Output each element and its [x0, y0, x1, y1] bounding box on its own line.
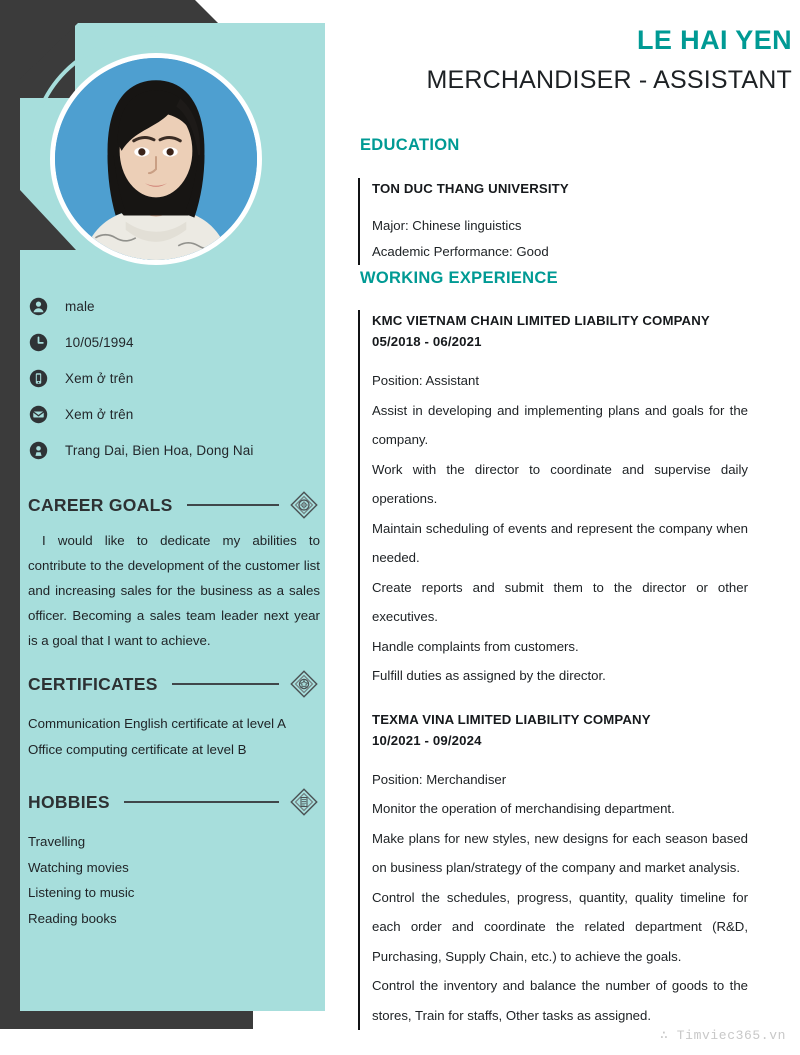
certificates-header — [28, 668, 320, 700]
person-icon — [28, 297, 48, 317]
job-line: Monitor the operation of merchandising department. — [372, 801, 675, 816]
job-line: Assist in developing and implementing plans and goals for the company. — [372, 402, 748, 447]
contact-row — [28, 364, 318, 393]
contact-value: Xem ở trên — [65, 370, 134, 386]
watermark: ∴ Timviec365.vn — [659, 1028, 786, 1043]
hobbies-section — [28, 786, 320, 931]
section-rule — [187, 504, 279, 506]
diamond-emblem-icon — [288, 668, 320, 700]
job-company: TEXMA VINA LIMITED LIABILITY COMPANY — [372, 711, 651, 727]
contact-row — [28, 292, 318, 321]
career-goals-title: CAREER GOALS — [28, 494, 173, 515]
job-block — [358, 310, 748, 1030]
job-period: 05/2018 - 06/2021 — [372, 334, 482, 349]
job-line: Control the inventory and balance the number of goods to the stores, Train for staffs, Other tasks as assigned. — [372, 978, 748, 1023]
career-goals-section — [28, 489, 320, 653]
contact-row — [28, 400, 318, 429]
hobby-item: Travelling — [28, 834, 86, 849]
career-goals-text — [28, 528, 320, 653]
diamond-emblem-icon — [288, 489, 320, 521]
page-title: LE HAI YEN — [636, 25, 792, 55]
job-line: Create reports and submit them to the director or other executives. — [372, 579, 748, 624]
hobby-item: Listening to music — [28, 885, 135, 900]
career-goals-body: I would like to dedicate my abilities to contribute to the development of the customer list and increasing sales for the business as a sales officer. Becoming a sales team leader next year is a goal that I want to achieve. — [28, 533, 320, 648]
job-line: Handle complaints from customers. — [372, 638, 579, 654]
section-rule — [124, 801, 279, 803]
education-line: Major: Chinese linguistics — [372, 218, 522, 233]
career-goals-header — [28, 489, 320, 521]
portrait-photo-icon — [55, 58, 257, 260]
clock-icon — [28, 333, 48, 353]
job-title: MERCHANDISER - ASSISTANT — [426, 66, 792, 94]
contact-row — [28, 436, 318, 465]
certificate-item: Office computing certificate at level B — [28, 741, 247, 757]
hobby-item: Reading books — [28, 910, 117, 926]
certificate-item: Communication English certificate at level A — [28, 716, 286, 731]
education-school: TON DUC THANG UNIVERSITY — [372, 181, 569, 196]
certificates-section — [28, 668, 320, 762]
contact-list — [28, 292, 318, 472]
contact-value: male — [65, 298, 95, 314]
education-heading: EDUCATION — [360, 136, 460, 154]
job-line: Maintain scheduling of events and represent the company when needed. — [372, 520, 748, 565]
job-line: Position: Assistant — [372, 373, 480, 388]
job-period: 10/2021 - 09/2024 — [372, 732, 482, 748]
education-line: Academic Performance: Good — [372, 244, 549, 259]
job-line: Work with the director to coordinate and supervise daily operations. — [372, 461, 748, 506]
section-rule — [172, 683, 279, 685]
working-experience-heading: WORKING EXPERIENCE — [360, 269, 558, 287]
hobbies-header — [28, 786, 320, 818]
education-block — [358, 178, 748, 265]
hobby-item: Watching movies — [28, 859, 129, 875]
contact-value: Trang Dai, Bien Hoa, Dong Nai — [65, 442, 254, 458]
envelope-icon — [28, 405, 48, 425]
contact-value: Xem ở trên — [65, 406, 134, 422]
job-line: Control the schedules, progress, quantity, quality timeline for each order and coordinate the related department (R&D, Purchasing, Supply Chain, etc.) to achieve the goals. — [372, 889, 748, 964]
contact-value: 10/05/1994 — [65, 334, 134, 350]
phone-icon — [28, 369, 48, 389]
location-pin-icon — [28, 441, 48, 461]
diamond-emblem-icon — [288, 786, 320, 818]
hobbies-title: HOBBIES — [28, 791, 110, 812]
job-company: KMC VIETNAM CHAIN LIMITED LIABILITY COMPANY — [372, 313, 710, 328]
certificates-title: CERTIFICATES — [28, 673, 158, 694]
contact-row — [28, 328, 318, 357]
job-line: Fulfill duties as assigned by the director. — [372, 668, 606, 683]
job-line: Position: Merchandiser — [372, 771, 507, 787]
job-line: Make plans for new styles, new designs for each season based on business plan/strategy of the company and market analysis. — [372, 830, 748, 875]
avatar — [50, 53, 262, 265]
